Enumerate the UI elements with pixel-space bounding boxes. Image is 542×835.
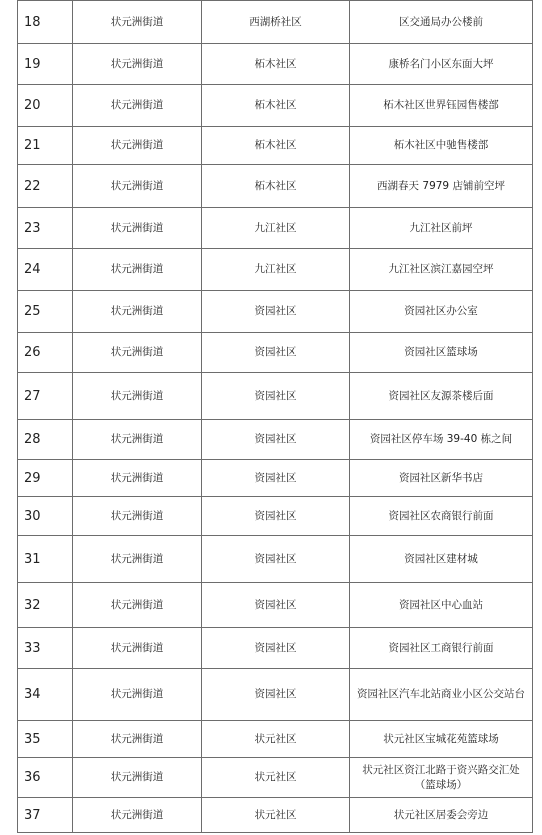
street-cell: 状元洲街道 xyxy=(73,249,202,291)
street-cell: 状元洲街道 xyxy=(73,373,202,420)
location-cell: 柘木社区中驰售楼部 xyxy=(350,127,533,165)
row-number-cell: 26 xyxy=(18,333,73,373)
street-cell: 状元洲街道 xyxy=(73,165,202,208)
street-cell: 状元洲街道 xyxy=(73,44,202,85)
table-row xyxy=(18,85,533,127)
row-number-cell: 29 xyxy=(18,460,73,497)
table-row xyxy=(18,721,533,758)
street-cell: 状元洲街道 xyxy=(73,536,202,583)
community-cell: 资园社区 xyxy=(202,333,350,373)
table-row xyxy=(18,497,533,536)
location-cell: 区交通局办公楼前 xyxy=(350,1,533,44)
street-cell: 状元洲街道 xyxy=(73,758,202,798)
row-number-cell: 35 xyxy=(18,721,73,758)
table-row xyxy=(18,758,533,798)
table-row xyxy=(18,536,533,583)
table-row xyxy=(18,460,533,497)
street-cell: 状元洲街道 xyxy=(73,721,202,758)
location-cell: 资园社区办公室 xyxy=(350,291,533,333)
location-cell: 资园社区农商银行前面 xyxy=(350,497,533,536)
community-cell: 资园社区 xyxy=(202,460,350,497)
table-row xyxy=(18,583,533,628)
community-cell: 资园社区 xyxy=(202,420,350,460)
street-cell: 状元洲街道 xyxy=(73,460,202,497)
row-number-cell: 28 xyxy=(18,420,73,460)
table-row xyxy=(18,669,533,721)
row-number-cell: 25 xyxy=(18,291,73,333)
community-cell: 资园社区 xyxy=(202,536,350,583)
community-cell: 资园社区 xyxy=(202,291,350,333)
street-cell: 状元洲街道 xyxy=(73,628,202,669)
location-cell: 资园社区新华书店 xyxy=(350,460,533,497)
table-row xyxy=(18,208,533,249)
row-number-cell: 21 xyxy=(18,127,73,165)
community-cell: 柘木社区 xyxy=(202,165,350,208)
location-cell: 资园社区友源茶楼后面 xyxy=(350,373,533,420)
location-cell: 康桥名门小区东面大坪 xyxy=(350,44,533,85)
street-cell: 状元洲街道 xyxy=(73,85,202,127)
table-row xyxy=(18,333,533,373)
table-row xyxy=(18,373,533,420)
street-cell: 状元洲街道 xyxy=(73,208,202,249)
row-number-cell: 20 xyxy=(18,85,73,127)
street-cell: 状元洲街道 xyxy=(73,333,202,373)
table-row xyxy=(18,798,533,833)
row-number-cell: 18 xyxy=(18,1,73,44)
row-number-cell: 33 xyxy=(18,628,73,669)
row-number-cell: 19 xyxy=(18,44,73,85)
community-cell: 柘木社区 xyxy=(202,44,350,85)
community-cell: 柘木社区 xyxy=(202,85,350,127)
voting-location-table xyxy=(17,0,533,833)
location-cell: 状元社区居委会旁边 xyxy=(350,798,533,833)
street-cell: 状元洲街道 xyxy=(73,127,202,165)
location-cell: 柘木社区世界钰园售楼部 xyxy=(350,85,533,127)
row-number-cell: 27 xyxy=(18,373,73,420)
row-number-cell: 31 xyxy=(18,536,73,583)
row-number-cell: 32 xyxy=(18,583,73,628)
table-row xyxy=(18,249,533,291)
community-cell: 九江社区 xyxy=(202,249,350,291)
row-number-cell: 36 xyxy=(18,758,73,798)
street-cell: 状元洲街道 xyxy=(73,798,202,833)
table-row xyxy=(18,44,533,85)
community-cell: 资园社区 xyxy=(202,669,350,721)
table-row xyxy=(18,127,533,165)
row-number-cell: 23 xyxy=(18,208,73,249)
community-cell: 资园社区 xyxy=(202,628,350,669)
street-cell: 状元洲街道 xyxy=(73,291,202,333)
location-cell: 资园社区建材城 xyxy=(350,536,533,583)
table-row xyxy=(18,1,533,44)
community-cell: 状元社区 xyxy=(202,798,350,833)
location-cell: 状元社区资江北路于资兴路交汇处（篮球场） xyxy=(350,758,533,798)
community-cell: 状元社区 xyxy=(202,758,350,798)
location-cell: 西湖春天 7979 店铺前空坪 xyxy=(350,165,533,208)
location-cell: 资园社区停车场 39-40 栋之间 xyxy=(350,420,533,460)
community-cell: 资园社区 xyxy=(202,497,350,536)
location-cell: 资园社区篮球场 xyxy=(350,333,533,373)
community-cell: 状元社区 xyxy=(202,721,350,758)
location-cell: 九江社区滨江嘉园空坪 xyxy=(350,249,533,291)
document-page xyxy=(17,0,532,833)
location-cell: 九江社区前坪 xyxy=(350,208,533,249)
community-cell: 柘木社区 xyxy=(202,127,350,165)
row-number-cell: 34 xyxy=(18,669,73,721)
location-cell: 资园社区汽车北站商业小区公交站台 xyxy=(350,669,533,721)
street-cell: 状元洲街道 xyxy=(73,1,202,44)
table-body xyxy=(18,1,533,833)
table-row xyxy=(18,628,533,669)
street-cell: 状元洲街道 xyxy=(73,420,202,460)
row-number-cell: 22 xyxy=(18,165,73,208)
location-cell: 资园社区中心血站 xyxy=(350,583,533,628)
street-cell: 状元洲街道 xyxy=(73,583,202,628)
community-cell: 九江社区 xyxy=(202,208,350,249)
location-cell: 状元社区宝城花苑篮球场 xyxy=(350,721,533,758)
row-number-cell: 24 xyxy=(18,249,73,291)
community-cell: 资园社区 xyxy=(202,583,350,628)
table-row xyxy=(18,291,533,333)
community-cell: 资园社区 xyxy=(202,373,350,420)
community-cell: 西湖桥社区 xyxy=(202,1,350,44)
table-row xyxy=(18,165,533,208)
row-number-cell: 30 xyxy=(18,497,73,536)
row-number-cell: 37 xyxy=(18,798,73,833)
location-cell: 资园社区工商银行前面 xyxy=(350,628,533,669)
table-row xyxy=(18,420,533,460)
street-cell: 状元洲街道 xyxy=(73,497,202,536)
street-cell: 状元洲街道 xyxy=(73,669,202,721)
